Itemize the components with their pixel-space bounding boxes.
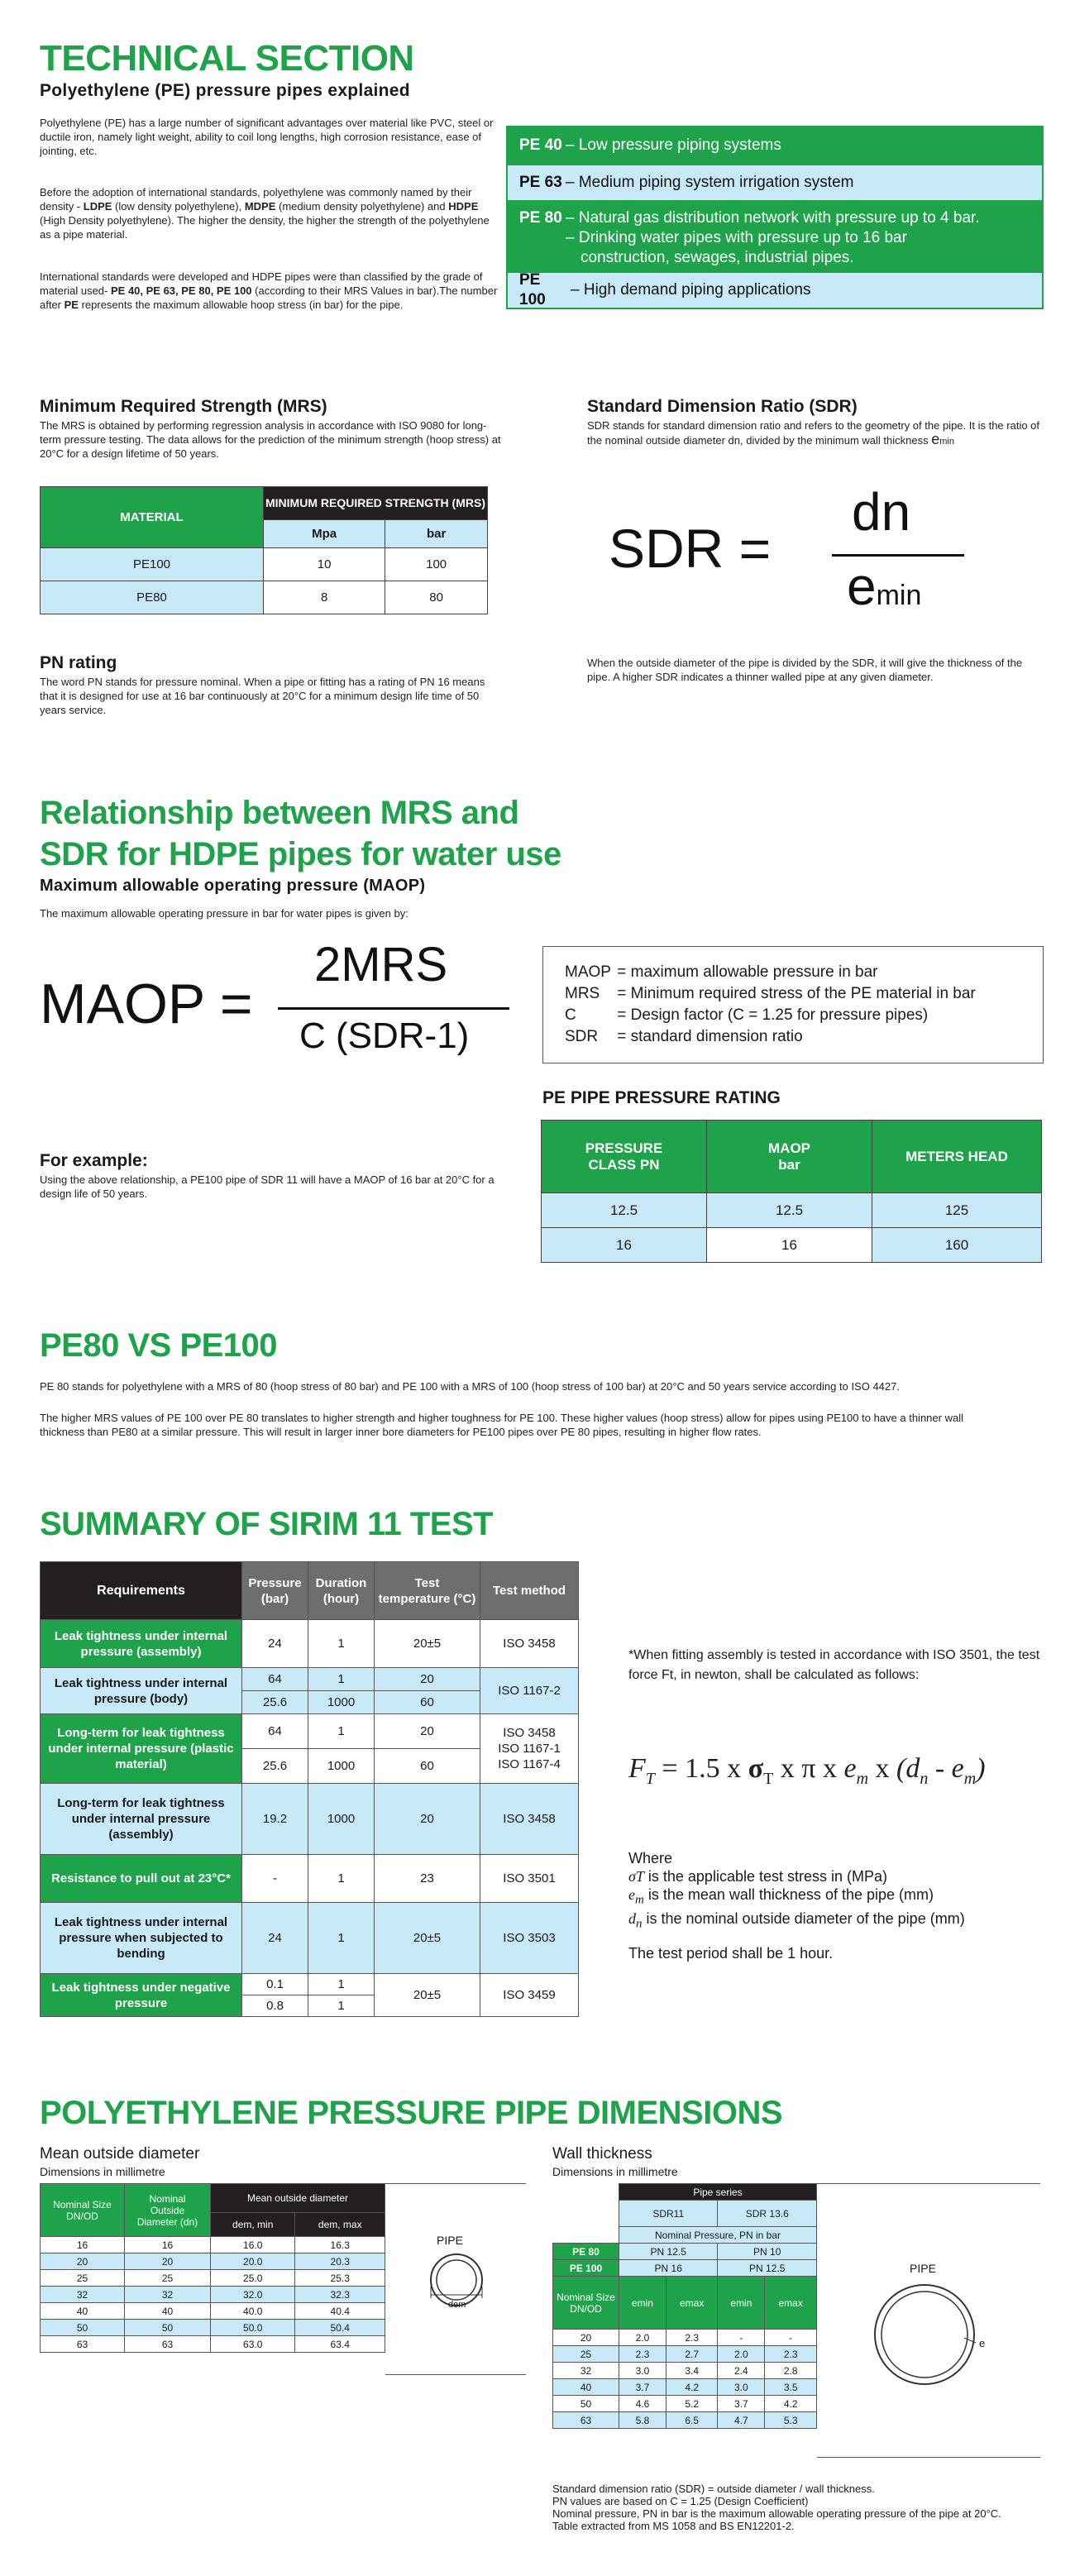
table-row: 20 20 20.0 20.3 <box>41 2253 385 2270</box>
mrs-header-mrs: MINIMUM REQUIRED STRENGTH (MRS) <box>264 487 488 520</box>
sdr-formula-denominator: emin <box>847 557 922 616</box>
section-title-technical: TECHNICAL SECTION <box>40 38 414 79</box>
table-row: 63 5.8 6.5 4.7 5.3 <box>553 2412 817 2429</box>
table-row: 50 4.6 5.2 3.7 4.2 <box>553 2396 817 2412</box>
table-row: 16 16 16.0 16.3 <box>41 2237 385 2253</box>
sdr-formula-lhs: SDR = <box>609 518 772 579</box>
mrs-table <box>40 486 488 614</box>
wall-thickness-table: Pipe series SDR11 SDR 13.6 Nominal Pressure, PN in bar PE 80 PN 12.5 PN 10 PE 100 PN 16 PN 12.5 Nominal Size DN/OD emin emax emin emax 20 2.0 2.3 - - 25 2.3 2.7 2.0 2.3 32 3.0 3.4 2.4 2.8 40 3.7 4.2 3.0 3.5 50 4.6 5.2 3.7 4.2 63 5.8 6.5 4.7 5.3 <box>552 2183 817 2429</box>
sirim-table <box>40 1561 579 2017</box>
grade-row-pe63: PE 63 – Medium piping system irrigation system <box>508 164 1042 200</box>
sdr-formula-numerator: dn <box>852 482 911 542</box>
grade-row-pe100: PE 100 – High demand piping applications <box>508 271 1042 308</box>
rel-title: Relationship between MRS and SDR for HDPE pipes for water use <box>40 795 561 872</box>
pn-title: PN rating <box>40 653 117 672</box>
table-row: 25.6 1000 60 <box>41 1749 579 1784</box>
table-row: Long-term for leak tightness under internal pressure (assembly) 19.2 1000 20 ISO 3458 <box>41 1784 579 1855</box>
table-row: 25.6 1000 60 <box>41 1691 579 1714</box>
density-paragraph: Before the adoption of international standards, polyethylene was commonly named by their density - LDPE (low density polyethylene), MDPE (medium density polyethylene) and HDPE (High Density polyethylene). The higher the density, the higher the strength of the polyethylene as a pipe material. <box>40 186 490 241</box>
sirim-header-method: Test method <box>480 1562 579 1620</box>
standards-paragraph: International standards were developed and HDPE pipes were than classified by the grade of material used- PE 40, PE 63, PE 80, PE 100 (according to their MRS Values in bar).The number after PE represents the maximum allowable hoop stress (in bar) for the pipe. <box>40 270 498 311</box>
table-row: 12.5 12.5 125 <box>542 1193 1042 1228</box>
table-row: Long-term for leak tightness under internal pressure (plastic material) 64 1 20 ISO 3458 ISO 1167-1 ISO 1167-4 <box>41 1714 579 1749</box>
pipe-diagram-wall: PIPE e <box>817 2183 1040 2458</box>
grade-row-pe40: PE 40 – Low pressure piping systems <box>508 127 1042 164</box>
sirim-note: *When fitting assembly is tested in accordance with ISO 3501, the test force Ft, in newton, shall be calculated as follows: <box>628 1648 1040 1682</box>
rating-header-head: METERS HEAD <box>872 1121 1042 1193</box>
mrs-header-mpa: Mpa <box>264 520 385 548</box>
table-row: Leak tightness under negative pressure 0.1 1 20±5 ISO 3459 <box>41 1974 579 1995</box>
sirim-definitions: Where σT is the applicable test stress in (MPa) $e_m$ is the mean wall thickness of the pipe (mm) $d_n$ is the nominal outside diameter of the pipe (mm) The test period shall be 1 hour. <box>628 1850 965 1962</box>
table-row: 63 63 63.0 63.4 <box>41 2336 385 2353</box>
table-row: PE100 10 100 <box>41 548 488 581</box>
test-force-formula: $F_T = 1.5$ x $\sigma_T$ x π x $e_m$ x $(d_n - e_m)$ <box>628 1753 986 1788</box>
sdr-text: SDR stands for standard dimension ratio and refers to the geometry of the pipe. It is the ratio of the nominal outside diameter dn, divided by the minimum wall thickness emin <box>587 419 1040 447</box>
maop-formula-lhs: MAOP = <box>40 973 253 1035</box>
pe80-paragraph-2: The higher MRS values of PE 100 over PE 80 translates to higher strength and higher toughness for PE 100. These higher values (hoop stress) allow for pipes using PE100 to have a thinner wall thickness than PE80 at a similar pressure. This will result in larger inner bore diameters for PE100 pipes over PE 80 pipes, resulting in higher flow rates. <box>40 1412 963 1438</box>
pe80-paragraph-1: PE 80 stands for polyethylene with a MRS of 80 (hoop stress of 80 bar) and PE 100 with a MRS of 100 (hoop stress of 100 bar) at 20°C and 50 years service according to ISO 4427. <box>40 1380 900 1393</box>
table-row: 25 2.3 2.7 2.0 2.3 <box>553 2346 817 2363</box>
rating-header-pn: PRESSURE CLASS PN <box>542 1121 707 1193</box>
mean-diam-title: Mean outside diameter <box>40 2145 200 2163</box>
table-row: 50 50 50.0 50.4 <box>41 2320 385 2336</box>
sirim-title: SUMMARY OF SIRIM 11 TEST <box>40 1506 494 1542</box>
sdr-title: Standard Dimension Ratio (SDR) <box>587 397 858 416</box>
maop-subtitle: Maximum allowable operating pressure (MAOP) <box>40 877 426 895</box>
table-row: 25 25 25.0 25.3 <box>41 2270 385 2287</box>
grade-row-pe80: PE 80 – Natural gas distribution network with pressure up to 4 bar. – Drinking water pipes with pressure up to 16 bar construction, sewages, industrial pipes. <box>508 200 1042 271</box>
pipe-cross-section-icon <box>427 2250 486 2325</box>
table-row: 32 32 32.0 32.3 <box>41 2287 385 2303</box>
sdr-note: When the outside diameter of the pipe is divided by the SDR, it will give the thickness of the pipe. A higher SDR indicates a thinner walled pipe at any given diameter. <box>587 657 1023 683</box>
sirim-header-req: Requirements <box>41 1562 242 1620</box>
table-row: PE80 8 80 <box>41 581 488 614</box>
maop-legend-box: MAOP = maximum allowable pressure in bar MRS = Minimum required stress of the PE material in bar C = Design factor (C = 1.25 for pressure pipes) SDR = standard dimension ratio <box>542 946 1044 1063</box>
sirim-header-duration: Duration (hour) <box>308 1562 375 1620</box>
example-text: Using the above relationship, a PE100 pipe of SDR 11 will have a MAOP of 16 bar at 20°C for a design life of 50 years. <box>40 1173 494 1200</box>
table-row: 20 2.0 2.3 - - <box>553 2330 817 2346</box>
maop-formula-numerator: 2MRS <box>314 938 448 992</box>
maop-fraction-bar <box>278 1007 509 1010</box>
wall-sub: Dimensions in millimetre <box>552 2165 678 2178</box>
rating-title: PE PIPE PRESSURE RATING <box>542 1088 781 1107</box>
example-title: For example: <box>40 1151 148 1170</box>
table-row: 0.8 1 <box>41 1995 579 2017</box>
pn-text: The word PN stands for pressure nominal. When a pipe or fitting has a rating of PN 16 means that it is designed for use at 16 bar continuously at 20°C for a minimum design life time of 50 years service. <box>40 676 485 716</box>
table-row: 40 3.7 4.2 3.0 3.5 <box>553 2379 817 2396</box>
mrs-text: The MRS is obtained by performing regression analysis in accordance with ISO 9080 for long-term pressure testing. The data allows for the prediction of the minimum strength (hoop stress) at 20°C for a design lifetime of 50 years. <box>40 419 501 460</box>
table-row: Resistance to pull out at 23°C* - 1 23 ISO 3501 <box>41 1855 579 1903</box>
mrs-header-material: MATERIAL <box>41 487 264 548</box>
pressure-rating-table <box>541 1120 1042 1263</box>
mean-diameter-table: Nominal Size DN/OD Nominal Outside Diameter (dn) Mean outside diameter dem, min dem, max 16 16 16.0 16.3 20 20 20.0 20.3 25 25 25.0 25.3 32 32 32.0 32.3 40 40 40.0 40.4 50 50 50.0 50.4 63 63 63.0 63.4 <box>40 2183 385 2353</box>
table-row: Leak tightness under internal pressure (assembly) 24 1 20±5 ISO 3458 <box>41 1620 579 1668</box>
rating-header-maop: MAOP bar <box>707 1121 872 1193</box>
pe80-vs-pe100-title: PE80 VS PE100 <box>40 1327 278 1364</box>
wall-title: Wall thickness <box>552 2145 652 2163</box>
mrs-title: Minimum Required Strength (MRS) <box>40 397 327 416</box>
table-row: 16 16 160 <box>542 1228 1042 1263</box>
table-row: 40 40 40.0 40.4 <box>41 2303 385 2320</box>
dims-notes: Standard dimension ratio (SDR) = outside diameter / wall thickness. PN values are based on C = 1.25 (Design Coefficient) Nominal pressure, PN in bar is the maximum allowable operating pressure of the pipe at 20°C. Table extracted from MS 1058 and BS EN12201-2. <box>552 2483 1001 2532</box>
mean-diam-sub: Dimensions in millimetre <box>40 2165 165 2178</box>
sirim-header-pressure: Pressure (bar) <box>242 1562 308 1620</box>
maop-intro: The maximum allowable operating pressure in bar for water pipes is given by: <box>40 907 408 920</box>
intro-paragraph: Polyethylene (PE) has a large number of significant advantages over material like PVC, steel or ductile iron, namely light weight, ability to coil long lengths, high corrosion resistance, ease of jointing, etc. <box>40 117 494 157</box>
table-row: Leak tightness under internal pressure when subjected to bending 24 1 20±5 ISO 3503 <box>41 1903 579 1974</box>
mrs-header-bar: bar <box>385 520 488 548</box>
sirim-header-temp: Test temperature (°C) <box>375 1562 480 1620</box>
table-row: Leak tightness under internal pressure (body) 64 1 20 ISO 1167-2 <box>41 1668 579 1691</box>
section-subtitle: Polyethylene (PE) pressure pipes explained <box>40 81 410 100</box>
pipe-wall-cross-section-icon <box>867 2277 982 2392</box>
pipe-diagram-mean: PIPE dem <box>385 2183 526 2375</box>
pe-grades-box <box>506 126 1044 309</box>
table-row: 32 3.0 3.4 2.4 2.8 <box>553 2363 817 2379</box>
maop-formula-denominator: C (SDR-1) <box>299 1016 470 1056</box>
dims-title: POLYETHYLENE PRESSURE PIPE DIMENSIONS <box>40 2095 783 2131</box>
